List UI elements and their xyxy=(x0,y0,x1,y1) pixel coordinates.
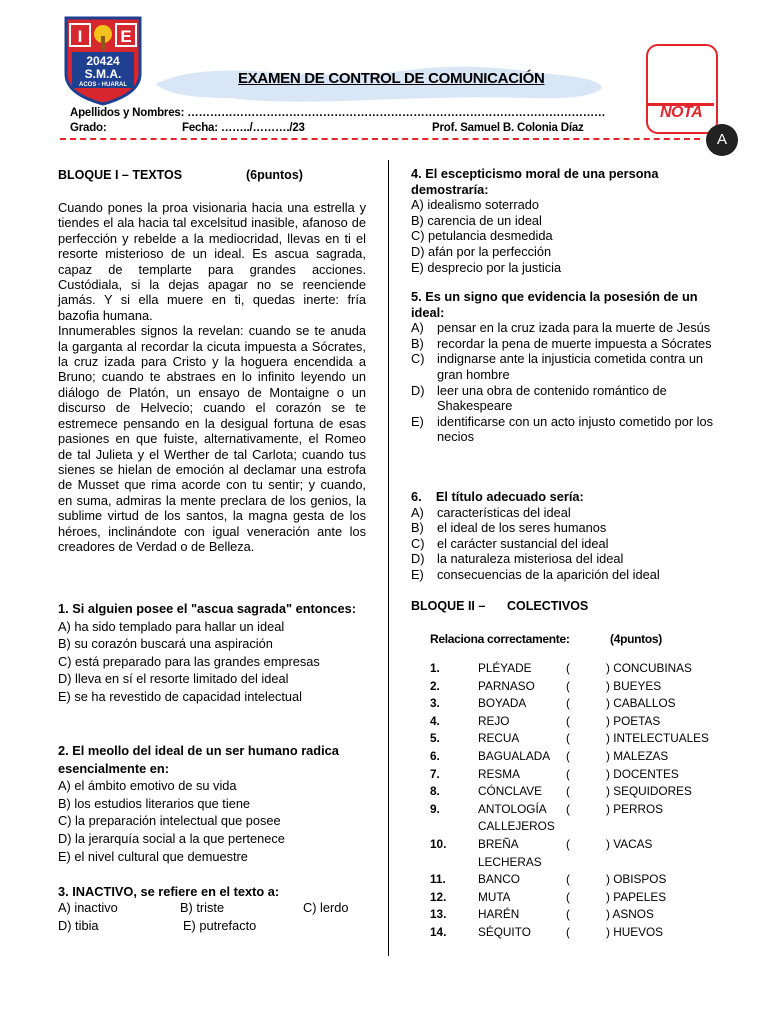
colectivo-word: ANTOLOGÍA xyxy=(478,801,547,816)
exam-version-badge: A xyxy=(706,124,738,156)
q2-option-b[interactable]: B) los estudios literarios que tiene xyxy=(58,795,251,811)
header-divider xyxy=(60,138,700,140)
colectivo-number: 13. xyxy=(430,907,447,922)
colectivo-match: ) BUEYES xyxy=(606,678,662,693)
q1-option-d[interactable]: D) lleva en sí el resorte limitado del ideal xyxy=(58,671,289,687)
bloque1-points: (6puntos) xyxy=(246,168,303,182)
colectivo-row xyxy=(430,872,666,886)
question-6 xyxy=(411,489,721,583)
colectivo-number: 9. xyxy=(430,801,440,816)
colectivo-match: ) HUEVOS xyxy=(606,925,664,939)
colectivo-match: ) SEQUIDORES xyxy=(606,784,692,799)
exam-title: EXAMEN DE CONTROL DE COMUNICACIÓN xyxy=(238,70,545,87)
question-2-text: 2. El meollo del ideal de un ser humano radica esencialmente en: xyxy=(58,743,339,776)
q1-option-a[interactable]: A) ha sido templado para hallar un ideal xyxy=(58,618,285,634)
bloque2-title: BLOQUE II – xyxy=(411,599,486,613)
question-4-text: 4. El escepticismo moral de una persona demostraría: xyxy=(411,166,659,197)
colectivo-answer-blank[interactable]: ( xyxy=(566,731,570,746)
colectivo-row xyxy=(430,784,692,798)
colectivo-answer-blank[interactable]: ( xyxy=(566,661,570,675)
colectivo-row xyxy=(430,696,676,710)
teacher-name: Prof. Samuel B. Colonia Díaz xyxy=(432,122,584,134)
colectivo-word: BREÑA xyxy=(478,837,519,851)
grade-box-label: NOTA xyxy=(660,104,703,121)
colectivo-word: PARNASO xyxy=(478,678,535,693)
q5-option-b[interactable]: B) recordar la pena de muerte impuesta a Sócrates xyxy=(411,335,712,351)
colectivo-word: REJO xyxy=(478,713,510,728)
colectivo-number: 1. xyxy=(430,661,440,675)
colectivo-match: ) ASNOS xyxy=(606,907,654,922)
question-6-text: 6. El título adecuado sería: xyxy=(411,489,584,504)
colectivo-answer-blank[interactable]: ( xyxy=(566,837,570,851)
colectivo-answer-blank[interactable]: ( xyxy=(566,889,570,904)
q6-option-c[interactable]: C) el carácter sustancial del ideal xyxy=(411,535,609,551)
colectivo-row xyxy=(430,819,606,833)
colectivo-match: ) PAPELES xyxy=(606,889,667,904)
colectivo-word: BOYADA xyxy=(478,696,527,711)
colectivo-number: 11. xyxy=(430,872,446,887)
colectivo-number: 4. xyxy=(430,713,440,728)
colectivo-word: RESMA xyxy=(478,766,520,781)
q4-option-c[interactable]: C) petulancia desmedida xyxy=(411,228,553,244)
colectivo-row xyxy=(430,890,666,904)
logo-place: ACOS - HUARAL xyxy=(79,82,127,88)
reading-text xyxy=(58,200,366,554)
q4-option-b[interactable]: B) carencia de un ideal xyxy=(411,212,542,228)
colectivo-row xyxy=(430,767,679,781)
colectivo-row xyxy=(430,855,606,869)
q3-option-c[interactable]: C) lerdo xyxy=(303,900,349,915)
names-field[interactable]: Apellidos y Nombres: ………………………………………………………………………………………………… xyxy=(70,107,606,119)
colectivo-match: ) CABALLOS xyxy=(606,696,676,711)
q3-option-b[interactable]: B) triste xyxy=(180,900,225,915)
question-3-text: 3. INACTIVO, se refiere en el texto a: xyxy=(58,884,280,899)
colectivo-number xyxy=(430,855,478,869)
bloque2-subtitle: COLECTIVOS xyxy=(507,599,589,613)
colectivo-match: ) CONCUBINAS xyxy=(606,661,692,675)
bloque2-points: (4puntos) xyxy=(610,632,662,646)
q1-option-c[interactable]: C) está preparado para las grandes empresas xyxy=(58,653,320,669)
colectivo-match: ) VACAS xyxy=(606,837,653,851)
colectivo-number: 3. xyxy=(430,696,440,711)
column-divider xyxy=(388,160,389,956)
q5-option-a[interactable]: A) pensar en la cruz izada para la muerte de Jesús xyxy=(411,320,711,336)
colectivo-number: 8. xyxy=(430,784,440,799)
colectivo-number: 6. xyxy=(430,749,440,763)
q4-option-d[interactable]: D) afán por la perfección xyxy=(411,243,552,259)
q3-option-d[interactable]: D) tibia xyxy=(58,918,99,933)
colectivo-row xyxy=(430,714,660,728)
colectivo-word: MUTA xyxy=(478,889,511,904)
q4-option-e[interactable]: E) desprecio por la justicia xyxy=(411,259,562,275)
colectivo-answer-blank[interactable]: ( xyxy=(566,696,570,711)
colectivo-match: ) DOCENTES xyxy=(606,766,679,781)
question-5-text: 5. Es un signo que evidencia la posesión de un ideal: xyxy=(411,289,698,320)
colectivo-number: 12. xyxy=(430,889,447,904)
q5-option-d[interactable]: D) leer una obra de contenido romántico de Shakespeare xyxy=(411,382,667,414)
colectivo-row xyxy=(430,661,692,675)
colectivo-row xyxy=(430,679,661,693)
colectivo-number xyxy=(430,819,478,833)
colectivo-match: ) PERROS xyxy=(606,801,664,816)
colectivo-answer-blank[interactable]: ( xyxy=(566,925,570,939)
colectivo-number: 7. xyxy=(430,766,440,781)
bloque1-title: BLOQUE I – TEXTOS xyxy=(58,168,183,182)
q2-option-d[interactable]: D) la jerarquía social a la que pertenece xyxy=(58,830,285,846)
q4-option-a[interactable]: A) idealismo soterrado xyxy=(411,197,540,213)
q2-option-a[interactable]: A) el ámbito emotivo de su vida xyxy=(58,778,237,794)
q3-option-e[interactable]: E) putrefacto xyxy=(183,918,257,933)
colectivo-answer-blank[interactable]: ( xyxy=(566,784,570,799)
colectivo-answer-blank xyxy=(566,819,606,833)
colectivo-answer-blank[interactable]: ( xyxy=(566,872,570,887)
colectivo-row xyxy=(430,749,668,763)
colectivo-row xyxy=(430,907,654,921)
q5-option-c[interactable]: C) indignarse ante la injusticia cometida contra un gran hombre xyxy=(411,351,704,382)
colectivo-number: 2. xyxy=(430,678,440,693)
q5-option-e[interactable]: E) identificarse con un acto injusto cometido por los necios xyxy=(411,413,713,445)
bloque2-instruction: Relaciona correctamente: xyxy=(430,632,570,646)
colectivo-row xyxy=(430,802,663,816)
colectivo-row xyxy=(430,925,663,939)
colectivo-word: CALLEJEROS xyxy=(478,819,555,834)
colectivo-match: ) OBISPOS xyxy=(606,872,667,887)
q6-option-b[interactable]: B) el ideal de los seres humanos xyxy=(411,520,607,536)
colectivo-answer-blank[interactable]: ( xyxy=(566,678,570,693)
school-logo xyxy=(62,14,144,106)
colectivo-match: ) POETAS xyxy=(606,713,661,728)
question-1 xyxy=(58,600,368,706)
question-4 xyxy=(411,166,721,275)
logo-letter-e: E xyxy=(120,27,132,46)
colectivo-answer-blank xyxy=(566,855,606,869)
colectivo-word: BAGUALADA xyxy=(478,749,551,763)
colectivo-row xyxy=(430,731,709,745)
date-field[interactable]: Fecha: ……../………./23 xyxy=(182,122,305,134)
colectivo-row xyxy=(430,837,652,851)
colectivo-match: ) INTELECTUALES xyxy=(606,731,709,746)
q1-option-e[interactable]: E) se ha revestido de capacidad intelectual xyxy=(58,688,303,704)
q2-option-c[interactable]: C) la preparación intelectual que posee xyxy=(58,813,281,829)
colectivo-answer-blank[interactable]: ( xyxy=(566,713,570,728)
logo-letter-i: I xyxy=(77,27,83,46)
colectivo-answer-blank[interactable]: ( xyxy=(566,749,570,763)
colectivo-answer-blank[interactable]: ( xyxy=(566,766,570,781)
colectivo-word: CÓNCLAVE xyxy=(478,784,543,799)
q6-option-a[interactable]: A) características del ideal xyxy=(411,504,571,520)
colectivo-number: 5. xyxy=(430,731,440,746)
colectivo-number: 14. xyxy=(430,925,447,939)
colectivo-answer-blank[interactable]: ( xyxy=(566,801,570,816)
question-5 xyxy=(411,289,721,445)
logo-code: 20424 xyxy=(86,54,120,68)
q6-option-d[interactable]: D) la naturaleza misteriosa del ideal xyxy=(411,551,624,567)
reading-paragraph-2: Innumerables signos la revelan: cuando se te anuda la garganta al recordar la cicuta impuesta a Sócrates, la cruz izada para Cristo y la hoguera encendida a Bruno; cuando te abstraes en lo infinito leyendo un diálogo de Platón, un ensayo de Montaigne o un discurso de Helvecio; cuando el corazón se te estremece pensando en la desigual fortuna de esas pasiones en que fuiste, alternativamente, el Romeo de tal Julieta y el Werther de tal Carlota; cuando tus sienes se hielan de emoción al declamar una estrofa de Musset que rima acorde con tu sentir; y cuando, en suma, admiras la mente preclara de los genios, la sublime virtud de los santos, la magna gesta de los héroes, inclinándote con igual veneración ante los creadores de Verdad o de Belleza. xyxy=(58,323,366,554)
question-1-text: 1. Si alguien posee el "ascua sagrada" entonces: xyxy=(58,601,357,616)
colectivo-word: HARÉN xyxy=(478,907,520,922)
grade-field[interactable]: Grado: xyxy=(70,122,107,134)
colectivo-answer-blank[interactable]: ( xyxy=(566,907,570,922)
question-2 xyxy=(58,742,368,865)
colectivo-word: RECUA xyxy=(478,731,520,746)
logo-school: S.M.A. xyxy=(84,67,122,81)
colectivo-match: ) MALEZAS xyxy=(606,749,669,763)
colectivo-word: PLÉYADE xyxy=(478,661,532,675)
q2-option-e[interactable]: E) el nivel cultural que demuestre xyxy=(58,848,248,864)
colectivo-word: BANCO xyxy=(478,872,520,887)
reading-paragraph-1: Cuando pones la proa visionaria hacia una estrella y tiendes el ala hacia tal excelsitud inasible, afanoso de perfección y rebelde a la mediocridad, llevas en ti el resorte misterioso de un ideal. Es ascua sagrada, capaz de templarte para grandes acciones. Custódiala, si la dejas apagar no se reenciende jamás. Y si ella muere en ti, quedas inerte: fría bazofia humana. xyxy=(58,200,366,323)
q3-option-a[interactable]: A) inactivo xyxy=(58,900,118,915)
colectivo-word: SÉQUITO xyxy=(478,925,531,939)
q1-option-b[interactable]: B) su corazón buscará una aspiración xyxy=(58,636,273,652)
colectivo-word: LECHERAS xyxy=(478,854,542,869)
q6-option-e[interactable]: E) consecuencias de la aparición del ideal xyxy=(411,566,660,582)
colectivo-number: 10. xyxy=(430,837,447,851)
